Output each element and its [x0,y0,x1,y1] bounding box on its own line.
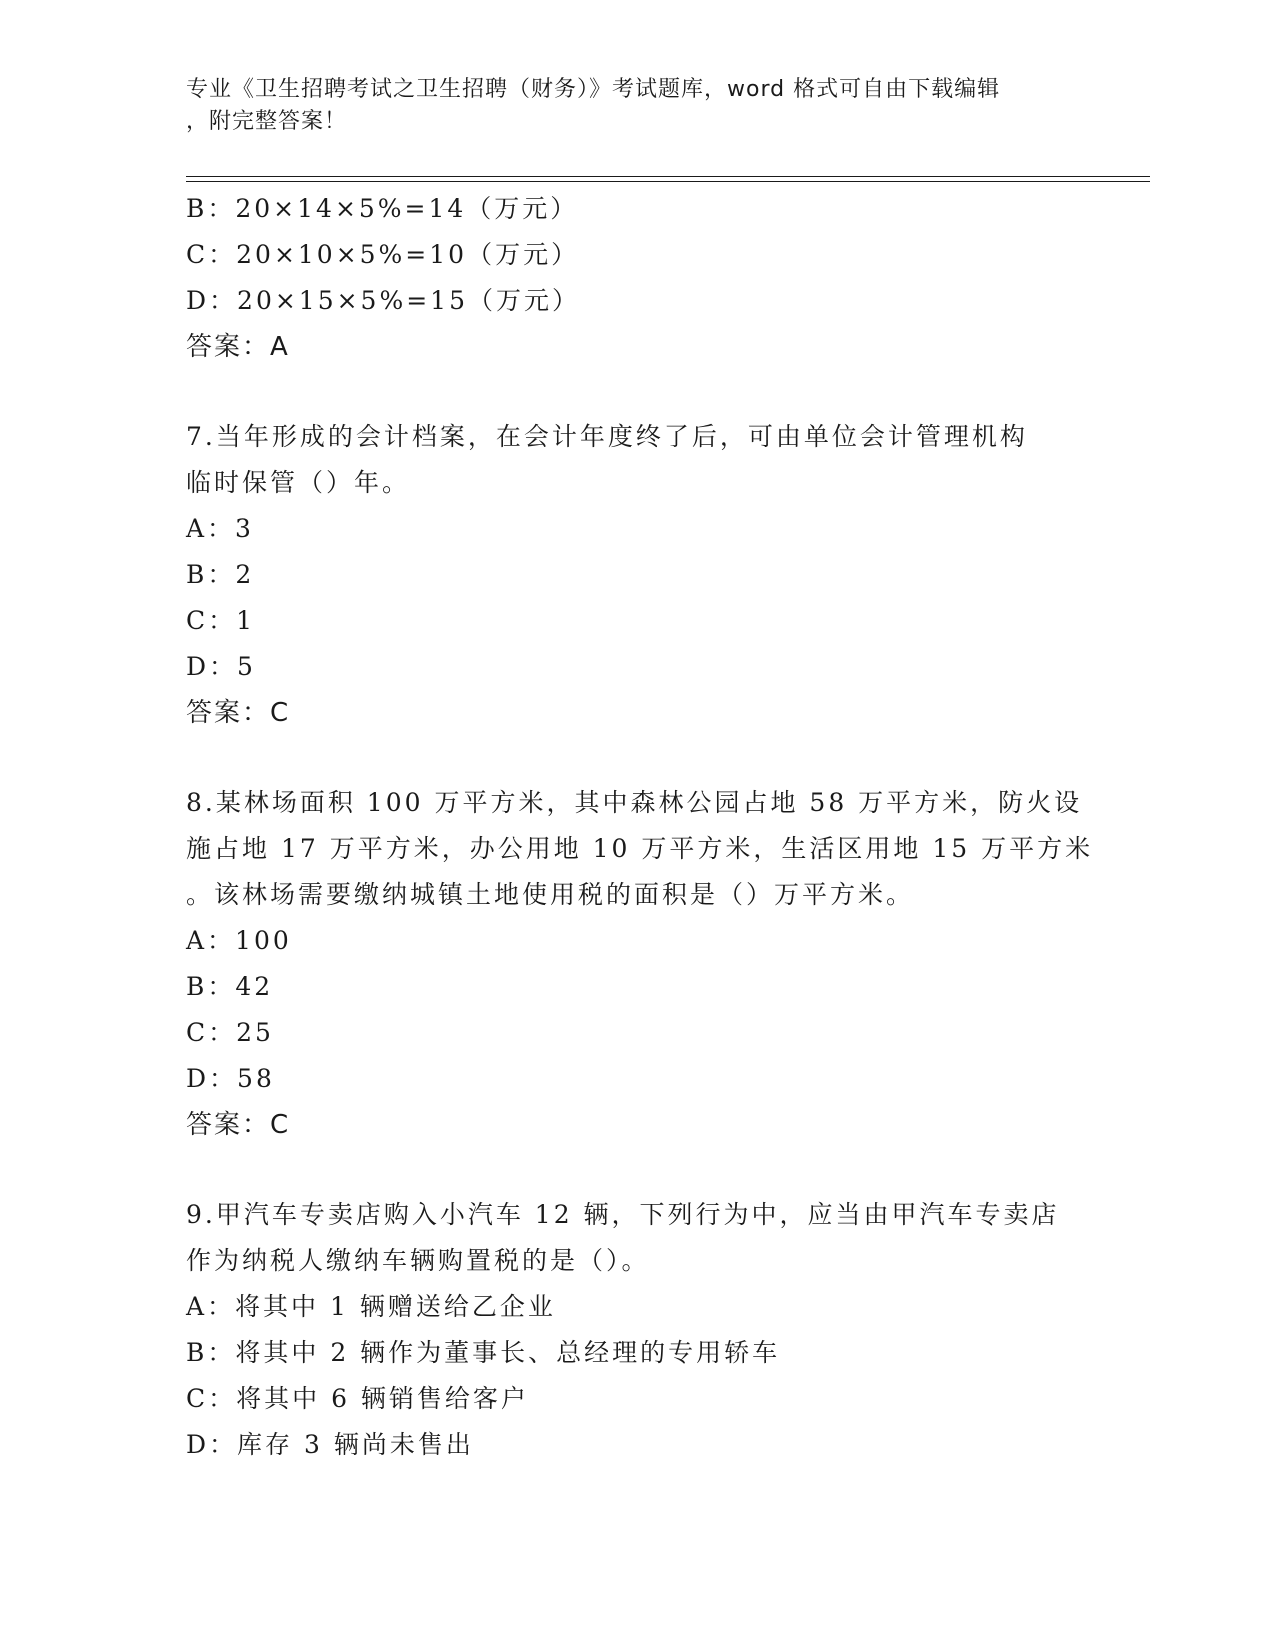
question-9 [186,1192,1086,1468]
option-a: A：将其中 1 辆赠送给乙企业 [186,1292,556,1321]
question-8 [186,780,1094,1148]
option-b: B：将其中 2 辆作为董事长、总经理的专用轿车 [186,1338,781,1367]
question-text: 施占地 17 万平方米，办公用地 10 万平方米，生活区用地 15 万平方米 [186,834,1094,863]
option-d: D：库存 3 辆尚未售出 [186,1430,474,1459]
header-rule [186,176,1150,182]
option-c: C：25 [186,1018,274,1047]
option-c: C：将其中 6 辆销售给客户 [186,1384,529,1413]
question-7 [186,414,1086,736]
option-d: D：58 [186,1064,275,1093]
answer-label: 答案：C [186,698,291,728]
spacer [186,736,1086,780]
answer-label: 答案：A [186,332,290,362]
question-text: 。该林场需要缴纳城镇土地使用税的面积是（）万平方米。 [186,880,915,909]
question-text: 9.甲汽车专卖店购入小汽车 12 辆，下列行为中，应当由甲汽车专卖店 [186,1200,1060,1229]
option-c: C：1 [186,606,256,635]
option-b: B：42 [186,972,274,1001]
option-d: D：20×15×5%=15（万元） [186,286,580,315]
option-a: A：100 [186,926,292,955]
option-d: D：5 [186,652,256,681]
header-line-2: ，附完整答案！ [186,109,348,134]
question-list [186,186,1094,1468]
question-text: 临时保管（）年。 [186,468,411,497]
answer-label: 答案：C [186,1110,291,1140]
spacer [186,370,1086,414]
option-b: B：2 [186,560,255,589]
option-c: C：20×10×5%=10（万元） [186,240,580,269]
question-text: 作为纳税人缴纳车辆购置税的是（）。 [186,1246,650,1275]
question-text: 8.某林场面积 100 万平方米，其中森林公园占地 58 万平方米，防火设 [186,788,1083,817]
page-header [186,74,1066,138]
option-a: A：3 [186,514,254,543]
spacer [186,1148,1086,1192]
question-text: 7.当年形成的会计档案，在会计年度终了后，可由单位会计管理机构 [186,422,1028,451]
question-6-continued [186,186,1086,370]
header-line-1: 专业《卫生招聘考试之卫生招聘（财务）》考试题库，word 格式可自由下载编辑 [186,77,1001,102]
option-b: B：20×14×5%=14（万元） [186,194,579,223]
